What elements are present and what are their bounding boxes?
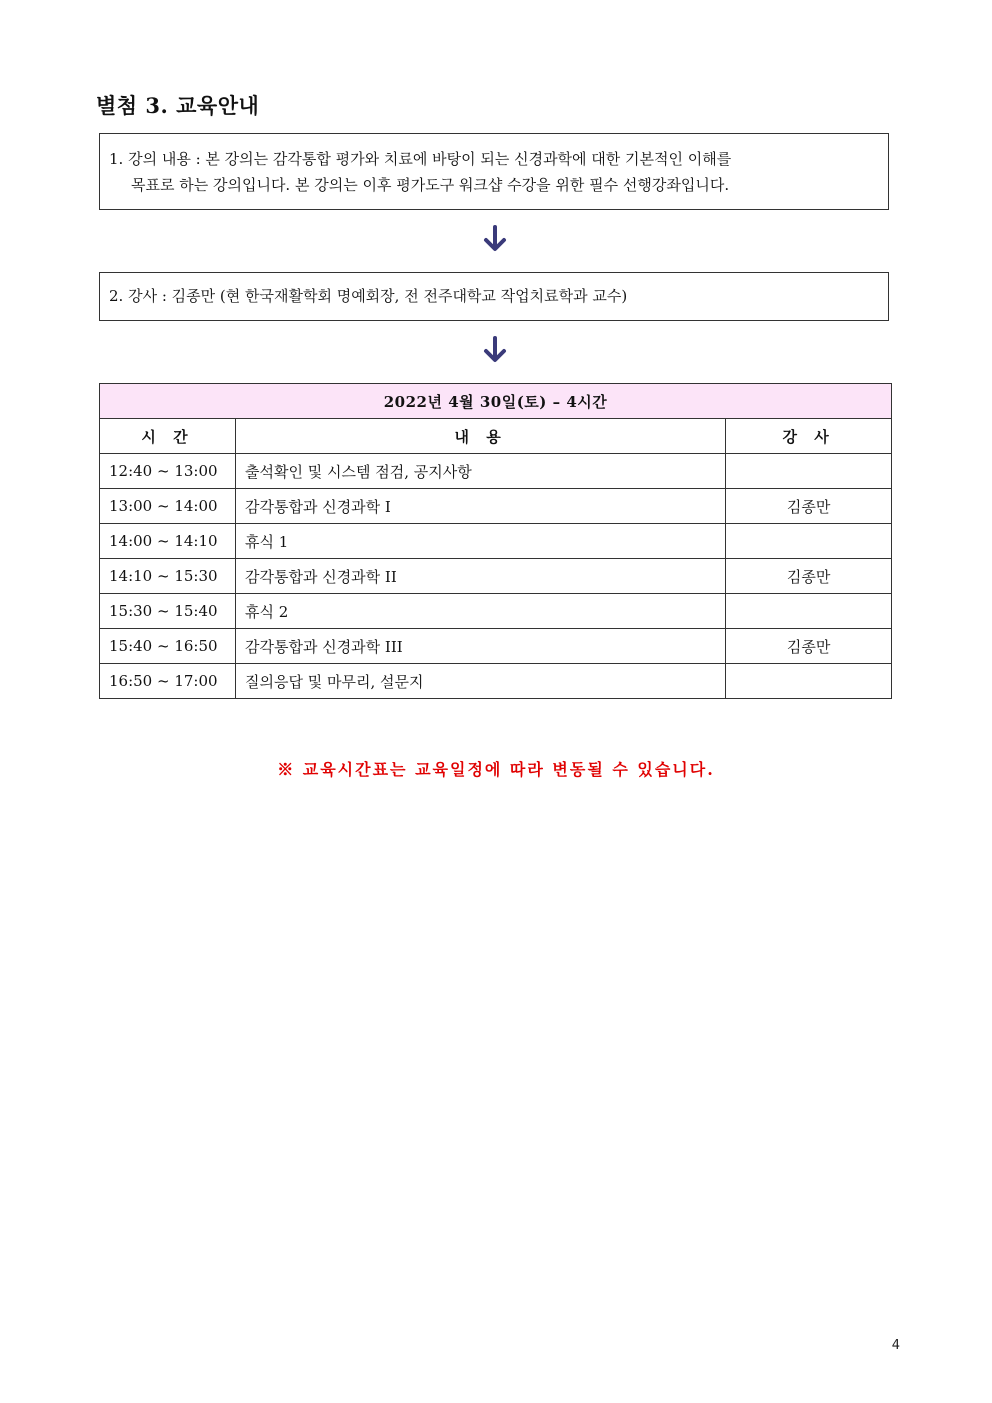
- course-description-line-2: 목표로 하는 강의입니다. 본 강의는 이후 평가도구 워크샵 수강을 위한 필수 선행강좌입니다.: [131, 176, 730, 194]
- lecturer-cell: [726, 454, 892, 489]
- table-row: [100, 559, 892, 594]
- arrow-down-icon: [481, 335, 509, 365]
- content-cell: 휴식 1: [235, 524, 725, 559]
- course-description-box: [99, 133, 889, 210]
- header-lecturer: 강 사: [726, 419, 892, 454]
- time-cell: 16:50 ~ 17:00: [100, 664, 236, 699]
- course-description-line-1: 1. 강의 내용 : 본 강의는 감각통합 평가와 치료에 바탕이 되는 신경과학에 대한 기본적인 이해를: [109, 150, 732, 168]
- table-row: [100, 454, 892, 489]
- time-cell: 15:30 ~ 15:40: [100, 594, 236, 629]
- lecturer-cell: 김종만: [726, 629, 892, 664]
- table-header-row: [100, 419, 892, 454]
- content-cell: 출석확인 및 시스템 점검, 공지사항: [235, 454, 725, 489]
- table-row: [100, 664, 892, 699]
- header-time: 시 간: [100, 419, 236, 454]
- header-content: 내 용: [235, 419, 725, 454]
- schedule-date: 2022년 4월 30일(토) – 4시간: [100, 384, 892, 419]
- time-cell: 14:10 ~ 15:30: [100, 559, 236, 594]
- content-cell: 감각통합과 신경과학 I: [235, 489, 725, 524]
- schedule-change-notice: ※ 교육시간표는 교육일정에 따라 변동될 수 있습니다.: [277, 760, 715, 779]
- table-row: [100, 594, 892, 629]
- instructor-box: 2. 강사 : 김종만 (현 한국재활학회 명예회장, 전 전주대학교 작업치료학과 교수): [99, 272, 889, 321]
- page-title: 별첨 3. 교육안내: [96, 93, 260, 118]
- page-number: 4: [891, 1338, 900, 1353]
- arrow-down-icon: [481, 224, 509, 254]
- time-cell: 15:40 ~ 16:50: [100, 629, 236, 664]
- schedule-date-row: [100, 384, 892, 419]
- time-cell: 12:40 ~ 13:00: [100, 454, 236, 489]
- lecturer-cell: [726, 524, 892, 559]
- lecturer-cell: [726, 594, 892, 629]
- lecturer-cell: 김종만: [726, 489, 892, 524]
- content-cell: 감각통합과 신경과학 III: [235, 629, 725, 664]
- content-cell: 휴식 2: [235, 594, 725, 629]
- table-row: [100, 629, 892, 664]
- content-cell: 감각통합과 신경과학 II: [235, 559, 725, 594]
- table-row: [100, 489, 892, 524]
- table-row: [100, 524, 892, 559]
- time-cell: 13:00 ~ 14:00: [100, 489, 236, 524]
- lecturer-cell: 김종만: [726, 559, 892, 594]
- content-cell: 질의응답 및 마무리, 설문지: [235, 664, 725, 699]
- time-cell: 14:00 ~ 14:10: [100, 524, 236, 559]
- lecturer-cell: [726, 664, 892, 699]
- schedule-table: [99, 383, 892, 699]
